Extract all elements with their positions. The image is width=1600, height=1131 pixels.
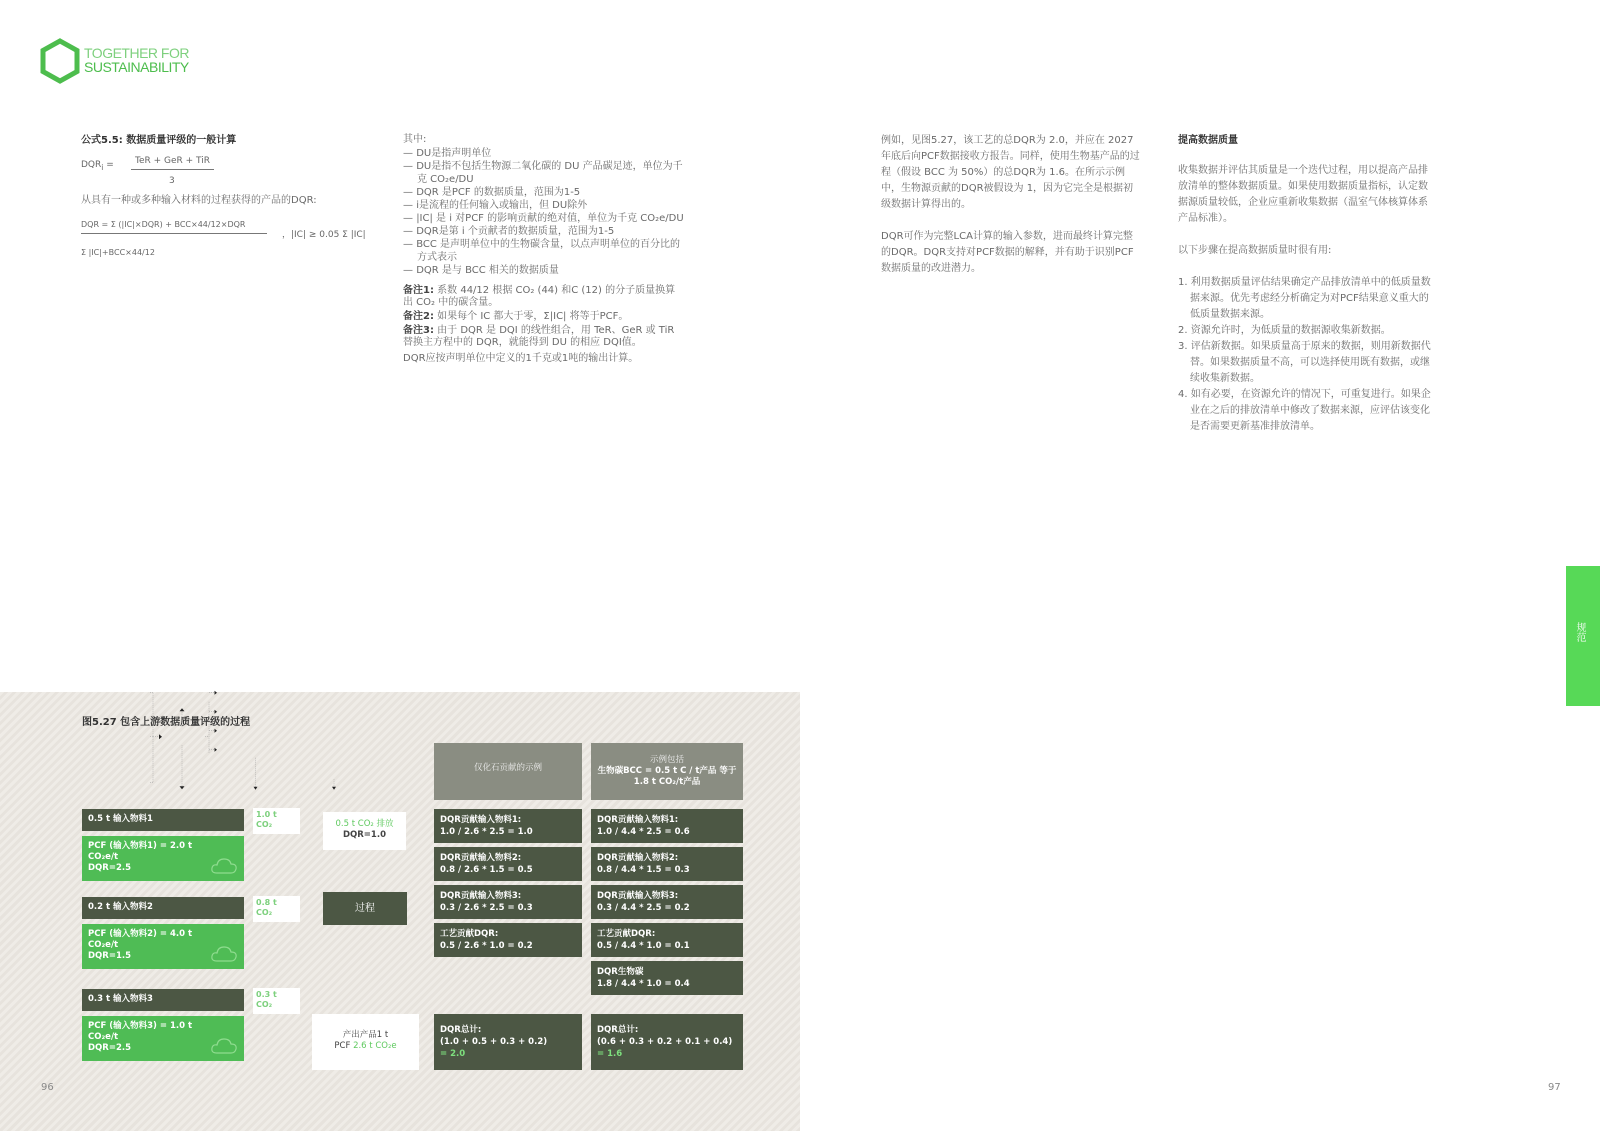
formula-intro: 从具有一种或多种输入材料的过程获得的产品的DQR: [81, 195, 317, 206]
note-3: 备注3: 由于 DQR 是 DQI 的线性组合，用 TeR、GeR 或 TiR 替换主方程中的 DQR，就能得到 DU 的相应 DQI值。 [403, 325, 675, 348]
figure-title: 图5.27 包含上游数据质量评级的过程 [82, 717, 251, 728]
formula2-numerator: DQR = Σ (|IC|×DQR) + BCC×44/12×DQR [81, 217, 267, 234]
list-item: — DQR 是与 BCC 相关的数据质量 [403, 264, 685, 277]
improve-paragraph: 收集数据并评估其质量是一个迭代过程，用以提高产品排放清单的整体数据质量。如果使用数据质量指标，认定数据源质量较低，企业应重新收集数据（温室气体核算体系产品标准）。 [1178, 165, 1428, 224]
list-item: 4. 如有必要，在资源允许的情况下，可重复进行。如果企业在之后的排放清单中修改了数据来源，应评估该变化是否需要更新基准排放清单。 [1178, 389, 1431, 432]
process-box: 过程 [323, 892, 407, 925]
list-item: — DQR是第 i 个贡献者的数据质量，范围为1-5 [403, 225, 685, 238]
emission-dqr: DQR=1.0 [342, 830, 386, 840]
example-section [881, 133, 1141, 277]
co2-label-2: 0.8 t CO₂ [253, 896, 300, 922]
definitions-list [403, 147, 685, 277]
list-item: 3. 评估新数据。如果质量高于原来的数据，则用新数据代替。如果数据质量不高，可以选择使用既有数据，或继续收集新数据。 [1178, 341, 1431, 384]
pcf-dqr: DQR=2.5 [88, 863, 132, 873]
formula1-lhs: $DQR_i$ = [81, 160, 114, 172]
where-label: 其中: [403, 134, 427, 145]
input-pcf-card-1 [82, 836, 244, 881]
closing-text: DQR应按声明单位中定义的1千克或1吨的输出计算。 [403, 353, 639, 364]
logo-text [84, 46, 189, 74]
emission-box [323, 812, 406, 850]
pcf-dqr: DQR=1.5 [88, 951, 132, 961]
list-item: — |IC| 是 i 对PCF 的影响贡献的绝对值，单位为千克 CO₂e/DU [403, 212, 685, 225]
input-pcf-card-3 [82, 1016, 244, 1061]
cloud-icon [210, 855, 238, 877]
col2-row: DQR贡献输入物料2: 0.8 / 4.4 * 1.5 = 0.3 [591, 847, 743, 881]
logo-line2: SUSTAINABILITY [84, 59, 189, 75]
pcf-value: PCF (输入物料2) = 4.0 t [88, 929, 193, 939]
col1-total: DQR总计: (1.0 + 0.5 + 0.3 + 0.2) = 2.0 [434, 1014, 582, 1070]
section-tab-label: 规范 [1574, 622, 1585, 642]
pcf-unit: CO₂e/t [88, 852, 119, 862]
col2-total: DQR总计: (0.6 + 0.3 + 0.2 + 0.1 + 0.4) = 1.6 [591, 1014, 743, 1070]
col1-row: DQR贡献输入物料2: 0.8 / 2.6 * 1.5 = 0.5 [434, 847, 582, 881]
input-material-1: 0.5 t 输入物料1 [82, 809, 244, 831]
pcf-dqr: DQR=2.5 [88, 1043, 132, 1053]
col1-row: 工艺贡献DQR: 0.5 / 2.6 * 1.0 = 0.2 [434, 923, 582, 957]
input-material-2: 0.2 t 输入物料2 [82, 897, 244, 919]
pcf-value: PCF (输入物料1) = 2.0 t [88, 841, 193, 851]
formula-heading: 公式5.5: 数据质量评级的一般计算 [81, 135, 237, 146]
steps-list [1178, 275, 1436, 435]
col2-row: DQR生物碳 1.8 / 4.4 * 1.0 = 0.4 [591, 961, 743, 995]
note-2: 备注2: 如果每个 IC 都大于零，Σ|IC| 将等于PCF。 [403, 311, 629, 322]
section-tab[interactable] [1566, 566, 1600, 706]
logo-line1: TOGETHER FOR [84, 45, 189, 61]
col2-row: DQR贡献输入物料3: 0.3 / 4.4 * 2.5 = 0.2 [591, 885, 743, 919]
improve-heading: 提高数据质量 [1178, 135, 1238, 146]
formula2-condition: ，|IC| ≥ 0.05 Σ |IC| [282, 230, 366, 240]
example-paragraph: 例如，见图5.27，该工艺的总DQR为 2.0，并应在 2027 年底后向PCF数据接收方报告。同样，使用生物基产品的过程（假设 BCC 为 50%）的总DQR为 1.6。在所示示例中，生物源贡献的DQR被假设为 1，因为它完全是根据初级数据计算得出的。 [881, 135, 1140, 210]
note-1: 备注1: 系数 44/12 根据 CO₂ (44) 和C (12) 的分子质量换算出 CO₂ 中的碳含量。 [403, 285, 676, 308]
col2-header-line1: 示例包括 [649, 755, 684, 765]
list-item: — DU是指声明单位 [403, 147, 685, 160]
list-item: 2. 资源允许时，为低质量的数据源收集新数据。 [1178, 325, 1391, 336]
list-item: — BCC 是声明单位中的生物碳含量，以点声明单位的百分比的方式表示 [403, 238, 685, 264]
formula1-denominator: 3 [169, 176, 175, 186]
col1-header: 仅化石贡献的示例 [434, 743, 582, 800]
col1-row: DQR贡献输入物料3: 0.3 / 2.6 * 2.5 = 0.3 [434, 885, 582, 919]
formula1-numerator: TeR + GeR + TiR [131, 153, 214, 170]
product-line1: 产出产品1 t [342, 1030, 389, 1040]
formula-1 [81, 153, 381, 193]
formula-2 [81, 217, 381, 269]
input-material-3: 0.3 t 输入物料3 [82, 989, 244, 1011]
co2-label-1: 1.0 t CO₂ [253, 808, 300, 834]
col2-header-line2: 生物碳BCC = 0.5 t C / t产品 等于 1.8 t CO₂/t产品 [597, 766, 737, 787]
formula-section [81, 133, 381, 269]
cloud-icon [210, 943, 238, 965]
input-pcf-card-2 [82, 924, 244, 969]
product-line2: PCF 2.6 t CO₂e [334, 1041, 397, 1051]
col2-row: DQR贡献输入物料1: 1.0 / 4.4 * 2.5 = 0.6 [591, 809, 743, 843]
pcf-unit: CO₂e/t [88, 1032, 119, 1042]
emission-amount: 0.5 t CO₂ 排放 [335, 819, 394, 829]
list-item: 1. 利用数据质量评估结果确定产品排放清单中的低质量数据来源。优先考虑经分析确定为对PCF结果意义重大的低质量数据来源。 [1178, 277, 1431, 320]
pcf-unit: CO₂e/t [88, 940, 119, 950]
definitions-section [403, 133, 685, 365]
list-item: — i是流程的任何输入或输出，但 DU除外 [403, 199, 685, 212]
steps-intro: 以下步骤在提高数据质量时很有用: [1178, 245, 1332, 256]
col2-header [591, 743, 743, 800]
list-item: — DQR 是PCF 的数据质量，范围为1-5 [403, 186, 685, 199]
co2-label-3: 0.3 t CO₂ [253, 988, 300, 1014]
dqr-paragraph: DQR可作为完整LCA计算的输入参数，进而最终计算完整的DQR。DQR支持对PCF数据的解释，并有助于识别PCF数据质量的改进潜力。 [881, 231, 1134, 274]
col1-row: DQR贡献输入物料1: 1.0 / 2.6 * 2.5 = 1.0 [434, 809, 582, 843]
page-number-left: 96 [41, 1082, 54, 1093]
improve-section [1178, 133, 1436, 435]
list-item: — DU是指不包括生物源二氧化碳的 DU 产品碳足迹，单位为千克 CO₂e/DU [403, 160, 685, 186]
cloud-icon [210, 1035, 238, 1057]
product-box [312, 1014, 419, 1070]
page-number-right: 97 [1548, 1082, 1561, 1093]
formula2-denominator: Σ |IC|+BCC×44/12 [81, 248, 155, 257]
col2-row: 工艺贡献DQR: 0.5 / 4.4 * 1.0 = 0.1 [591, 923, 743, 957]
pcf-value: PCF (输入物料3) = 1.0 t [88, 1021, 193, 1031]
